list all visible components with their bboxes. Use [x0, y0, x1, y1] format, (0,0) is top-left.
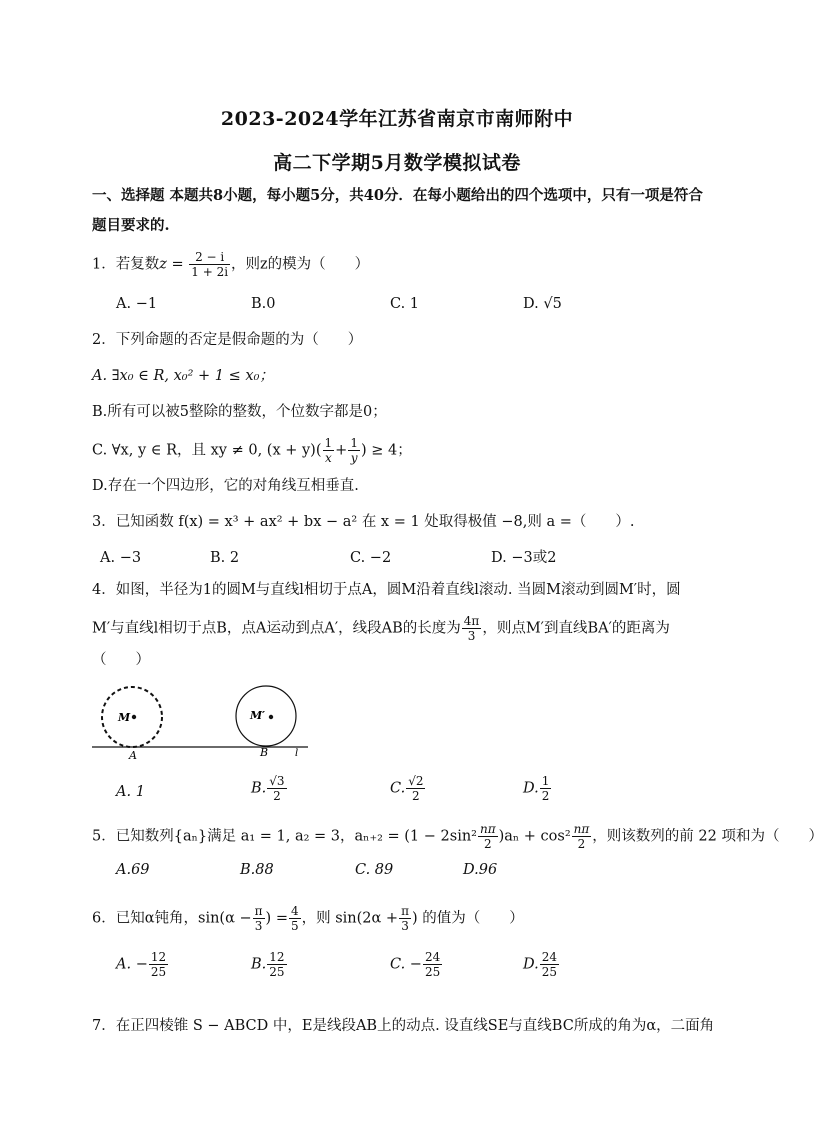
q6-d-den: 25 — [541, 965, 557, 979]
q1-suffix: ，则z的模为（ ） — [231, 256, 370, 273]
q2-option-b: B.所有可以被5整除的整数，个位数字都是0； — [92, 404, 387, 420]
q6-mid1: ) = — [265, 910, 288, 927]
q6-post: ) 的值为（ ） — [411, 910, 524, 927]
question-6-stem — [92, 904, 524, 933]
q4-option-c — [390, 774, 426, 803]
q5-pre: 5．已知数列{aₙ}满足 a₁ = 1, a₂ = 3，aₙ₊₂ = (1 − 2sin² — [92, 828, 477, 845]
q1-frac-den: 1 + 2i — [191, 265, 229, 279]
q4-d-pre: D. — [523, 780, 539, 797]
q4-option-d — [523, 774, 552, 803]
q4-rolling-circle-figure — [92, 686, 322, 760]
q2-option-d: D.存在一个四边形，它的对角线互相垂直. — [92, 478, 359, 494]
q6-c-num: 24 — [424, 950, 441, 964]
q2-c-frac1 — [323, 436, 335, 465]
q6-b-frac — [267, 950, 286, 979]
q3-option-d: D. −3或2 — [491, 550, 557, 566]
q6-option-d — [523, 950, 560, 979]
q6-frac1-den: 3 — [254, 919, 263, 933]
q4-option-b — [251, 774, 288, 803]
q2-c-frac2-den: y — [350, 451, 358, 465]
question-4-line3: （ ） — [92, 652, 150, 668]
q4-option-a: A. 1 — [116, 784, 145, 800]
q6-frac3 — [399, 904, 411, 933]
q1-option-a: A. −1 — [116, 296, 158, 312]
q4-b-frac — [267, 774, 286, 803]
label-m-prime: M′ — [250, 709, 266, 722]
question-2-stem: 2．下列命题的否定是假命题的为（ ） — [92, 332, 363, 348]
q6-frac3-den: 3 — [401, 919, 409, 933]
q5-frac1 — [478, 822, 498, 851]
q4-frac-num: 4π — [463, 614, 480, 628]
q4-c-den: 2 — [412, 789, 420, 803]
q6-c-pre: C. − — [390, 956, 422, 973]
q6-a-frac — [149, 950, 168, 979]
q1-frac-num: 2 − i — [189, 250, 230, 265]
q2-c-post: ) ≥ 4； — [360, 442, 412, 459]
question-3-stem: 3．已知函数 f(x) = x³ + ax² + bx − a² 在 x = 1 处取得极值 −8,则 a =（ ）. — [92, 514, 635, 530]
question-4-line1: 4．如图，半径为1的圆M与直线l相切于点A，圆M沿着直线l滚动. 当圆M滚动到圆M′时，圆 — [92, 582, 681, 598]
q1-option-b: B.0 — [251, 296, 276, 312]
exam-title-line1: 2023-2024学年江苏省南京市南师附中 — [220, 108, 574, 130]
q2-option-c — [92, 436, 412, 465]
q6-frac2 — [289, 904, 301, 933]
q1-eq: = — [166, 256, 189, 273]
circle-m-prime — [236, 686, 296, 746]
q5-frac1-den: 2 — [483, 837, 492, 851]
q4-fraction — [462, 614, 482, 643]
q6-mid2: ，则 sin(2α + — [301, 910, 399, 927]
q4-line2-post: ，则点M′到直线BA′的距离为 — [482, 620, 670, 637]
q6-pre: 6．已知α钝角，sin(α − — [92, 910, 252, 927]
q5-frac2-num: nπ — [573, 822, 590, 836]
q5-option-a: A.69 — [116, 862, 150, 878]
q4-frac-den: 3 — [467, 629, 476, 643]
q6-option-c — [390, 950, 443, 979]
q1-option-c: C. 1 — [390, 296, 420, 312]
q2-c-mid: + — [335, 442, 348, 459]
q4-b-pre: B. — [251, 780, 267, 797]
q5-mid: )aₙ + cos² — [498, 828, 571, 845]
question-1-stem — [92, 250, 369, 279]
q6-a-num: 12 — [150, 950, 167, 964]
q6-option-a — [116, 950, 169, 979]
q6-frac3-num: π — [401, 904, 409, 918]
q6-frac1 — [253, 904, 265, 933]
q2-c-frac1-num: 1 — [324, 436, 333, 450]
q4-b-num: √3 — [269, 774, 285, 788]
q5-post: ，则该数列的前 22 项和为（ ） — [592, 828, 823, 845]
section-instructions-line1: 一、选择题 本题共8小题，每小题5分，共40分．在每小题给出的四个选项中，只有一项是符合 — [92, 187, 703, 204]
q4-b-den: 2 — [273, 789, 281, 803]
label-l: l — [295, 748, 299, 759]
q1-z: z — [159, 256, 167, 273]
center-m-dot — [132, 715, 136, 719]
q4-c-num: √2 — [408, 774, 424, 788]
q3-option-c: C. −2 — [350, 550, 392, 566]
q5-frac1-num: nπ — [479, 822, 496, 836]
q4-d-frac — [540, 774, 552, 803]
q6-d-pre: D. — [523, 956, 539, 973]
q1-fraction — [189, 250, 230, 279]
q1-option-d: D. √5 — [523, 296, 562, 312]
q2-option-a: A. ∃x₀ ∈ R, x₀² + 1 ≤ x₀； — [92, 368, 274, 384]
exam-title-line2: 高二下学期5月数学模拟试卷 — [273, 152, 521, 174]
q5-frac2 — [572, 822, 592, 851]
q2-c-frac1-den: x — [324, 451, 332, 465]
q6-option-b — [251, 950, 288, 979]
q6-frac2-num: 4 — [290, 904, 299, 918]
q5-frac2-den: 2 — [577, 837, 586, 851]
question-4-line2 — [92, 614, 670, 643]
q4-line2-pre: M′与直线l相切于点B，点A运动到点A′，线段AB的长度为 — [92, 620, 461, 637]
question-7-line1: 7．在正四棱锥 S − ABCD 中，E是线段AB上的动点. 设直线SE与直线BC所成的角为α，二面角 — [92, 1018, 715, 1034]
q5-option-c: C. 89 — [355, 862, 394, 878]
q6-a-pre: A. − — [116, 956, 148, 973]
q5-option-d: D.96 — [463, 862, 498, 878]
q6-b-den: 25 — [269, 965, 285, 979]
q6-a-den: 25 — [150, 965, 167, 979]
q2-c-frac2 — [348, 436, 360, 465]
q6-c-frac — [423, 950, 442, 979]
q2-c-pre: C. ∀x, y ∈ R，且 xy ≠ 0, (x + y)( — [92, 442, 322, 459]
q6-frac1-num: π — [254, 904, 263, 918]
q5-option-b: B.88 — [240, 862, 274, 878]
q6-b-pre: B. — [251, 956, 267, 973]
label-b: B — [260, 746, 269, 759]
q6-d-frac — [540, 950, 559, 979]
q6-frac2-den: 5 — [290, 919, 299, 933]
label-m: M — [118, 711, 131, 724]
section-instructions-line2: 题目要求的. — [92, 217, 170, 234]
q6-d-num: 24 — [541, 950, 557, 964]
center-m-prime-dot — [269, 715, 273, 719]
q4-c-pre: C. — [390, 780, 406, 797]
q6-c-den: 25 — [424, 965, 441, 979]
q2-c-frac2-num: 1 — [350, 436, 358, 450]
q1-prefix: 1．若复数 — [92, 256, 160, 273]
q3-option-b: B. 2 — [210, 550, 240, 566]
q4-d-num: 1 — [541, 774, 550, 788]
label-a: A — [129, 749, 137, 762]
q4-d-den: 2 — [541, 789, 550, 803]
question-5-stem — [92, 822, 823, 851]
q3-option-a: A. −3 — [100, 550, 142, 566]
q4-c-frac — [406, 774, 425, 803]
q6-b-num: 12 — [269, 950, 285, 964]
